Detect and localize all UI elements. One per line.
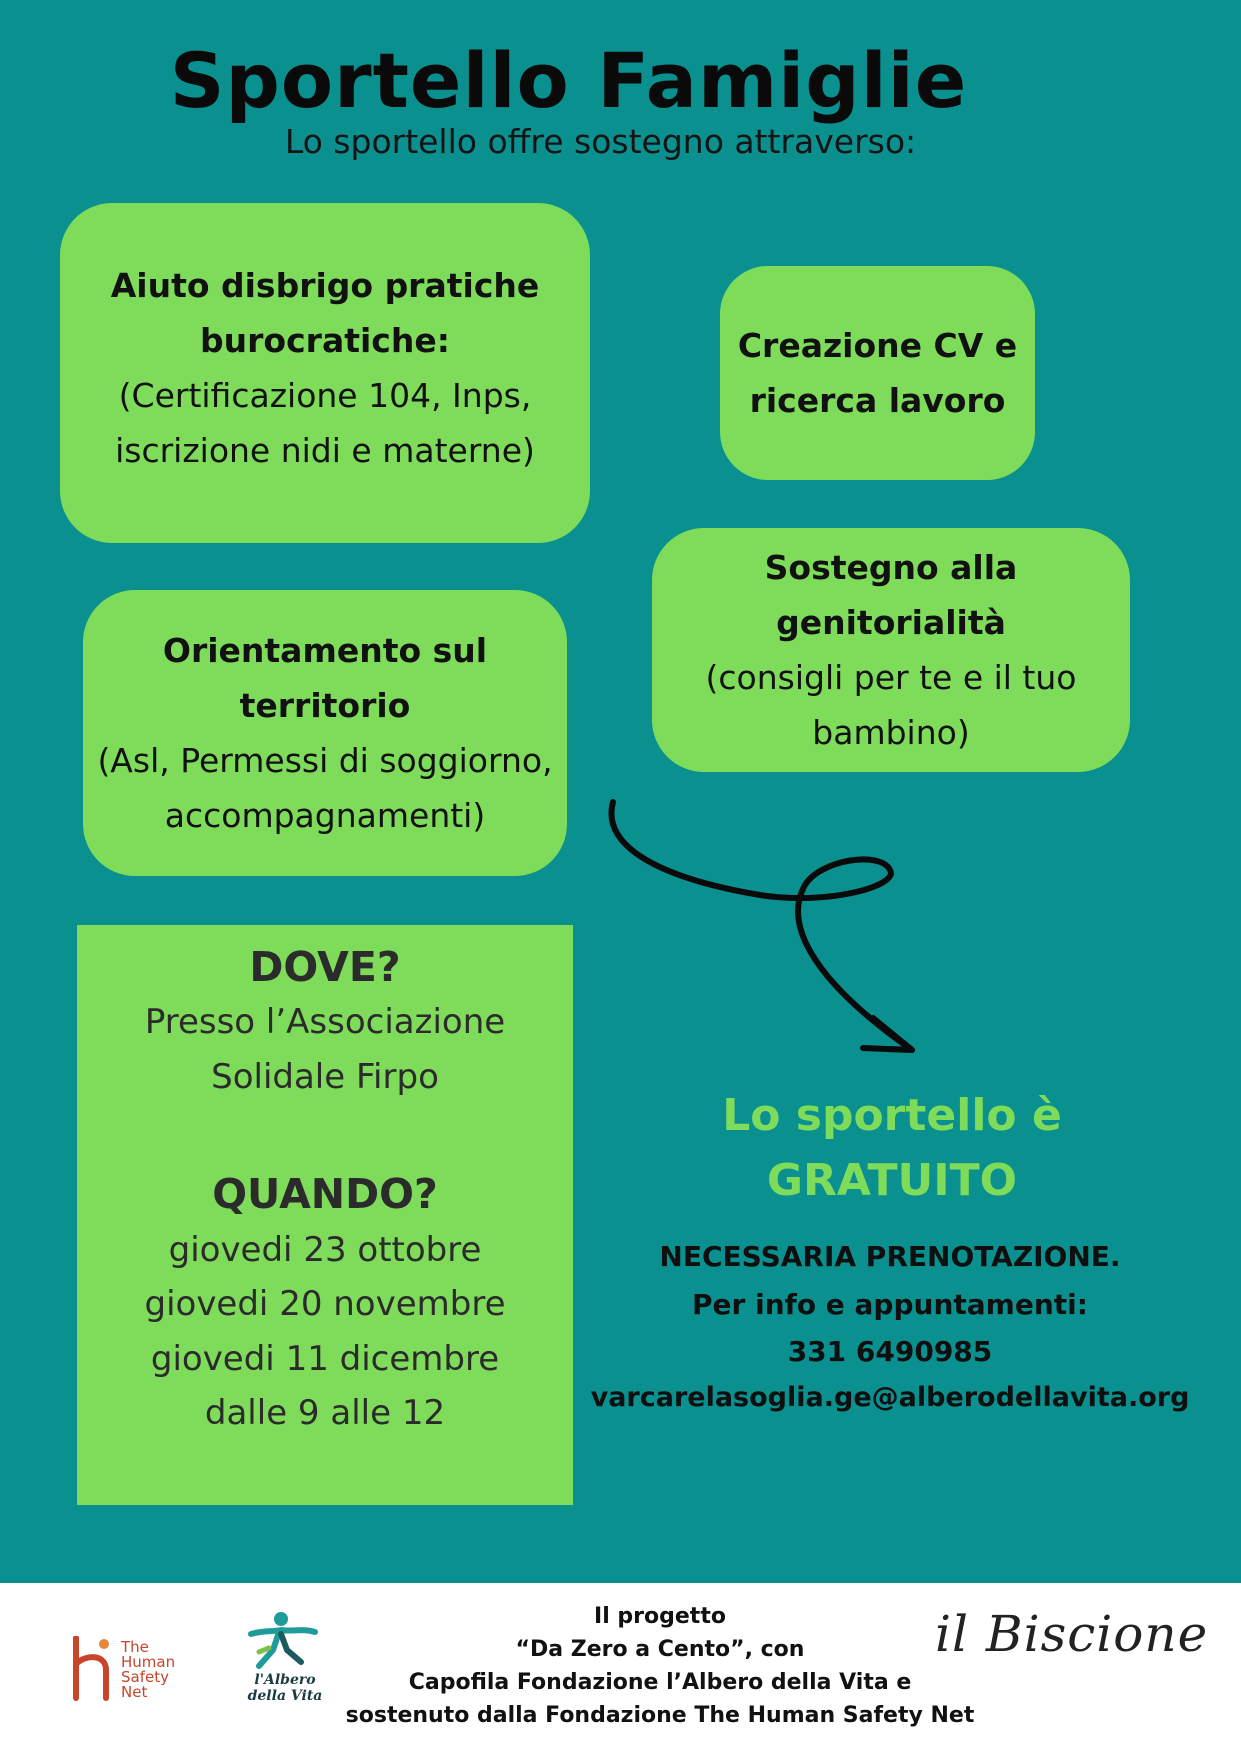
hsn-word-3: Safety	[121, 1668, 169, 1686]
hsn-word-2: Human	[121, 1653, 176, 1671]
pratiche-desc-1: (Certificazione 104, Inps,	[118, 376, 532, 415]
info-label: Per info e appuntamenti:	[692, 1288, 1088, 1321]
orientamento-desc-2: accompagnamenti)	[164, 796, 486, 835]
service-box-cv	[720, 266, 1035, 480]
il-biscione-logo: il Biscione	[935, 1605, 1209, 1663]
hsn-word-4: Net	[121, 1683, 148, 1701]
email-address[interactable]: varcarelasoglia.ge@alberodellavita.org	[590, 1382, 1190, 1413]
when-date-1: giovedi 23 ottobre	[168, 1230, 482, 1270]
pratiche-title-2: burocratiche:	[200, 321, 450, 360]
when-heading: QUANDO?	[212, 1170, 438, 1218]
orientamento-title-1: Orientamento sul	[162, 631, 488, 670]
human-safety-net-logo-icon	[72, 1636, 122, 1702]
footer-line-1: Il progetto	[594, 1604, 726, 1629]
where-heading: DOVE?	[249, 943, 401, 991]
albero-della-vita-logo-icon	[243, 1610, 323, 1672]
genitorialita-desc-1: (consigli per te e il tuo	[705, 658, 1077, 697]
phone-number[interactable]: 331 6490985	[787, 1335, 993, 1368]
orientamento-title-2: territorio	[239, 686, 411, 725]
albero-word-2: della Vita	[247, 1688, 323, 1704]
hsn-logo-text	[121, 1640, 175, 1700]
page-title: Sportello Famiglie	[169, 36, 968, 125]
pratiche-title-1: Aiuto disbrigo pratiche	[110, 266, 540, 305]
service-box-orientamento	[83, 590, 567, 876]
booking-notice: NECESSARIA PRENOTAZIONE.	[659, 1240, 1121, 1273]
footer-line-2: “Da Zero a Cento”, con	[515, 1637, 805, 1662]
where-when-panel	[77, 925, 573, 1505]
service-box-pratiche	[60, 203, 590, 543]
genitorialita-title-1: Sostegno alla	[764, 548, 1018, 587]
page-subtitle: Lo sportello offre sostegno attraverso:	[284, 122, 917, 161]
when-hours: dalle 9 alle 12	[204, 1393, 446, 1433]
free-line-2: GRATUITO	[766, 1155, 1018, 1206]
pratiche-desc-2: iscrizione nidi e materne)	[115, 431, 535, 470]
cv-title-2: ricerca lavoro	[749, 381, 1006, 420]
footer-line-3: Capofila Fondazione l’Albero della Vita e	[408, 1670, 912, 1695]
orientamento-desc-1: (Asl, Permessi di soggiorno,	[97, 741, 553, 780]
free-line-1: Lo sportello è	[722, 1090, 1062, 1141]
genitorialita-title-2: genitorialità	[776, 603, 1006, 642]
when-date-2: giovedi 20 novembre	[144, 1284, 506, 1324]
when-date-3: giovedi 11 dicembre	[150, 1339, 500, 1379]
footer-text	[345, 1600, 975, 1732]
service-box-genitorialita	[652, 528, 1130, 772]
albero-logo-text	[240, 1672, 330, 1704]
genitorialita-desc-2: bambino)	[812, 713, 970, 752]
hsn-word-1: The	[121, 1638, 149, 1656]
curly-arrow-icon	[590, 790, 930, 1060]
where-line-1: Presso l’Associazione	[144, 1002, 506, 1042]
where-line-2: Solidale Firpo	[211, 1057, 439, 1097]
cv-title-1: Creazione CV e	[737, 326, 1018, 365]
albero-word-1: l'Albero	[254, 1672, 316, 1688]
footer-line-4: sostenuto dalla Fondazione The Human Safety Net	[345, 1703, 975, 1728]
